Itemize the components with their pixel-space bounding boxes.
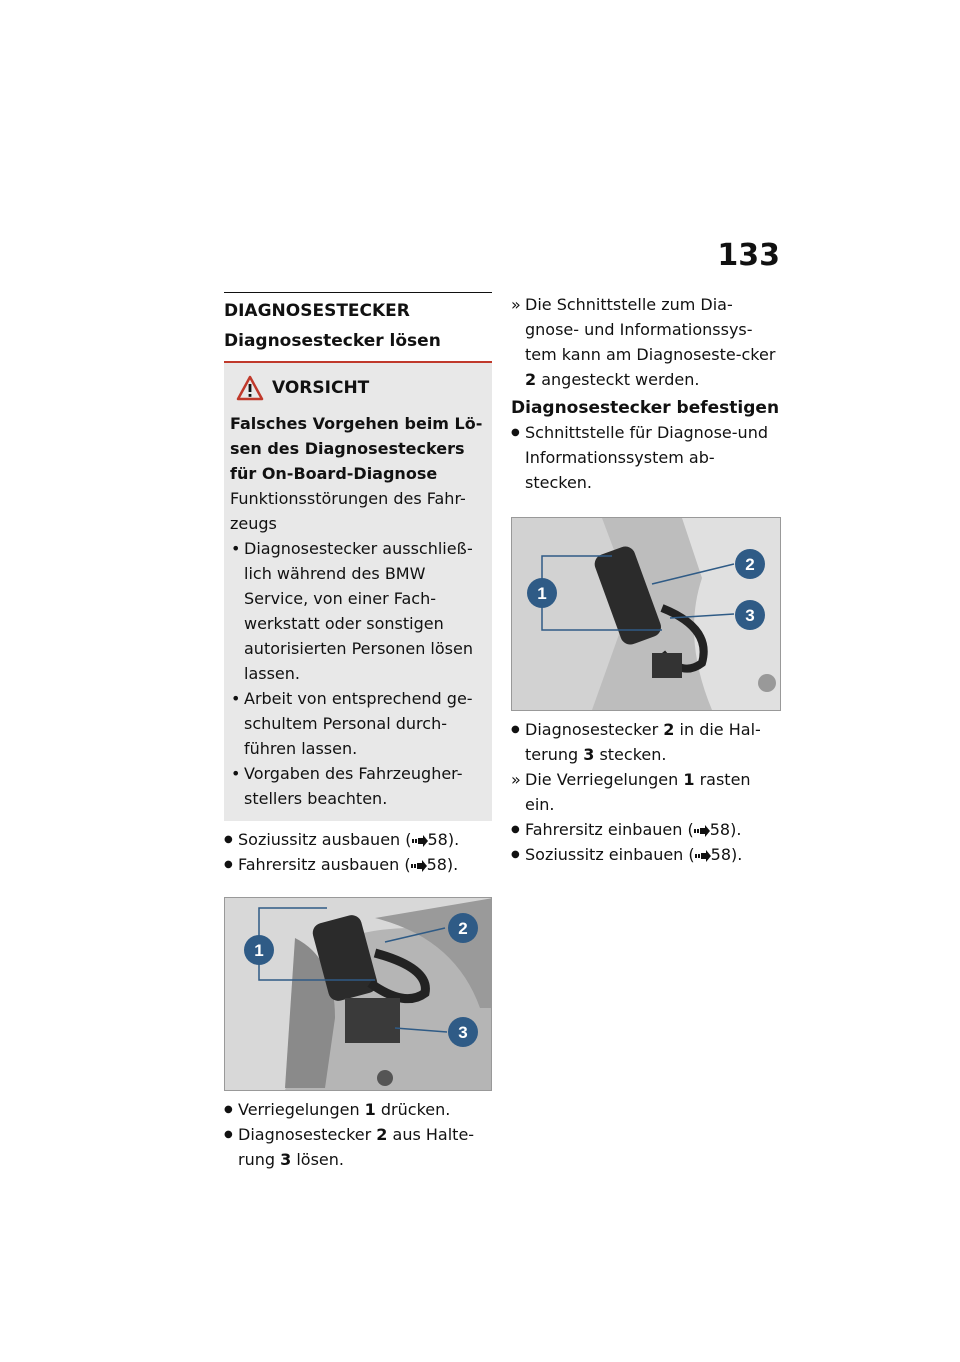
page-reference-icon: [694, 825, 710, 837]
step-list: [511, 420, 781, 495]
step-item: ● Diagnosestecker 2 aus Halte-rung 3 lösen.: [224, 1122, 492, 1172]
page-reference-icon: [411, 860, 427, 872]
figure-label-3: 3: [745, 606, 755, 625]
figure-diagnostic-plug-release: [224, 897, 492, 1091]
warning-header: [236, 375, 484, 401]
warning-item: • Arbeit von entsprechend ge-schultem Personal durch-führen lassen.: [230, 686, 484, 761]
step-item: ● Fahrersitz ausbauen ( 58).: [224, 852, 492, 877]
result-list: [511, 292, 781, 392]
warning-text: Funktionsstörungen des Fahr-zeugs: [230, 489, 466, 533]
steps-attach: [511, 717, 781, 867]
result-item: » Die Schnittstelle zum Dia-gnose- und Informationssys-tem kann am Diagnoseste-cker 2 angesteckt werden.: [511, 292, 781, 392]
warning-triangle-icon: [236, 375, 264, 401]
figure-label-2: 2: [458, 919, 468, 938]
figure-label-3: 3: [458, 1023, 468, 1042]
left-column: [224, 292, 492, 1172]
step-item: ● Verriegelungen 1 drücken.: [224, 1097, 492, 1122]
step-item: ● Soziussitz ausbauen ( 58).: [224, 827, 492, 852]
figure-diagnostic-plug-attach: [511, 517, 781, 711]
page-reference-icon: [695, 850, 711, 862]
step-item: ● Diagnosestecker 2 in die Hal-terung 3 stecken.: [511, 717, 781, 767]
warning-label: VORSICHT: [272, 378, 370, 398]
warning-item: • Diagnosestecker ausschließ-lich während des BMW Service, von einer Fach-werkstatt oder sonstigen autorisierten Personen lösen lassen.: [230, 536, 484, 686]
page-reference-icon: [412, 835, 428, 847]
warning-list: [230, 536, 484, 811]
subsection-title: Diagnosestecker lösen: [224, 331, 441, 351]
warning-box: [224, 363, 492, 821]
warning-bold-text: Falsches Vorgehen beim Lö-sen des Diagnosesteckers für On-Board-Diagnose: [230, 414, 483, 483]
steps-after: [224, 1097, 492, 1172]
warning-item: • Vorgaben des Fahrzeugher-stellers beachten.: [230, 761, 484, 811]
section-title: DIAGNOSESTECKER: [224, 301, 410, 321]
figure-label-1: 1: [254, 941, 264, 960]
figure-illustration: [225, 898, 492, 1090]
figure-illustration: [512, 518, 780, 710]
subsection-title-attach: Diagnosestecker befestigen: [511, 398, 780, 418]
steps-before: [224, 827, 492, 877]
figure-label-2: 2: [745, 555, 755, 574]
result-item: » Die Verriegelungen 1 rasten ein.: [511, 767, 781, 817]
step-item: ● Soziussitz einbauen ( 58).: [511, 842, 781, 867]
figure-label-1: 1: [537, 584, 547, 603]
right-column: [511, 292, 781, 867]
section-rule: [224, 292, 492, 293]
page-number: 133: [717, 238, 780, 273]
step-item: ● Schnittstelle für Diagnose-und Informationssystem ab-stecken.: [511, 420, 781, 495]
step-item: ● Fahrersitz einbauen ( 58).: [511, 817, 781, 842]
